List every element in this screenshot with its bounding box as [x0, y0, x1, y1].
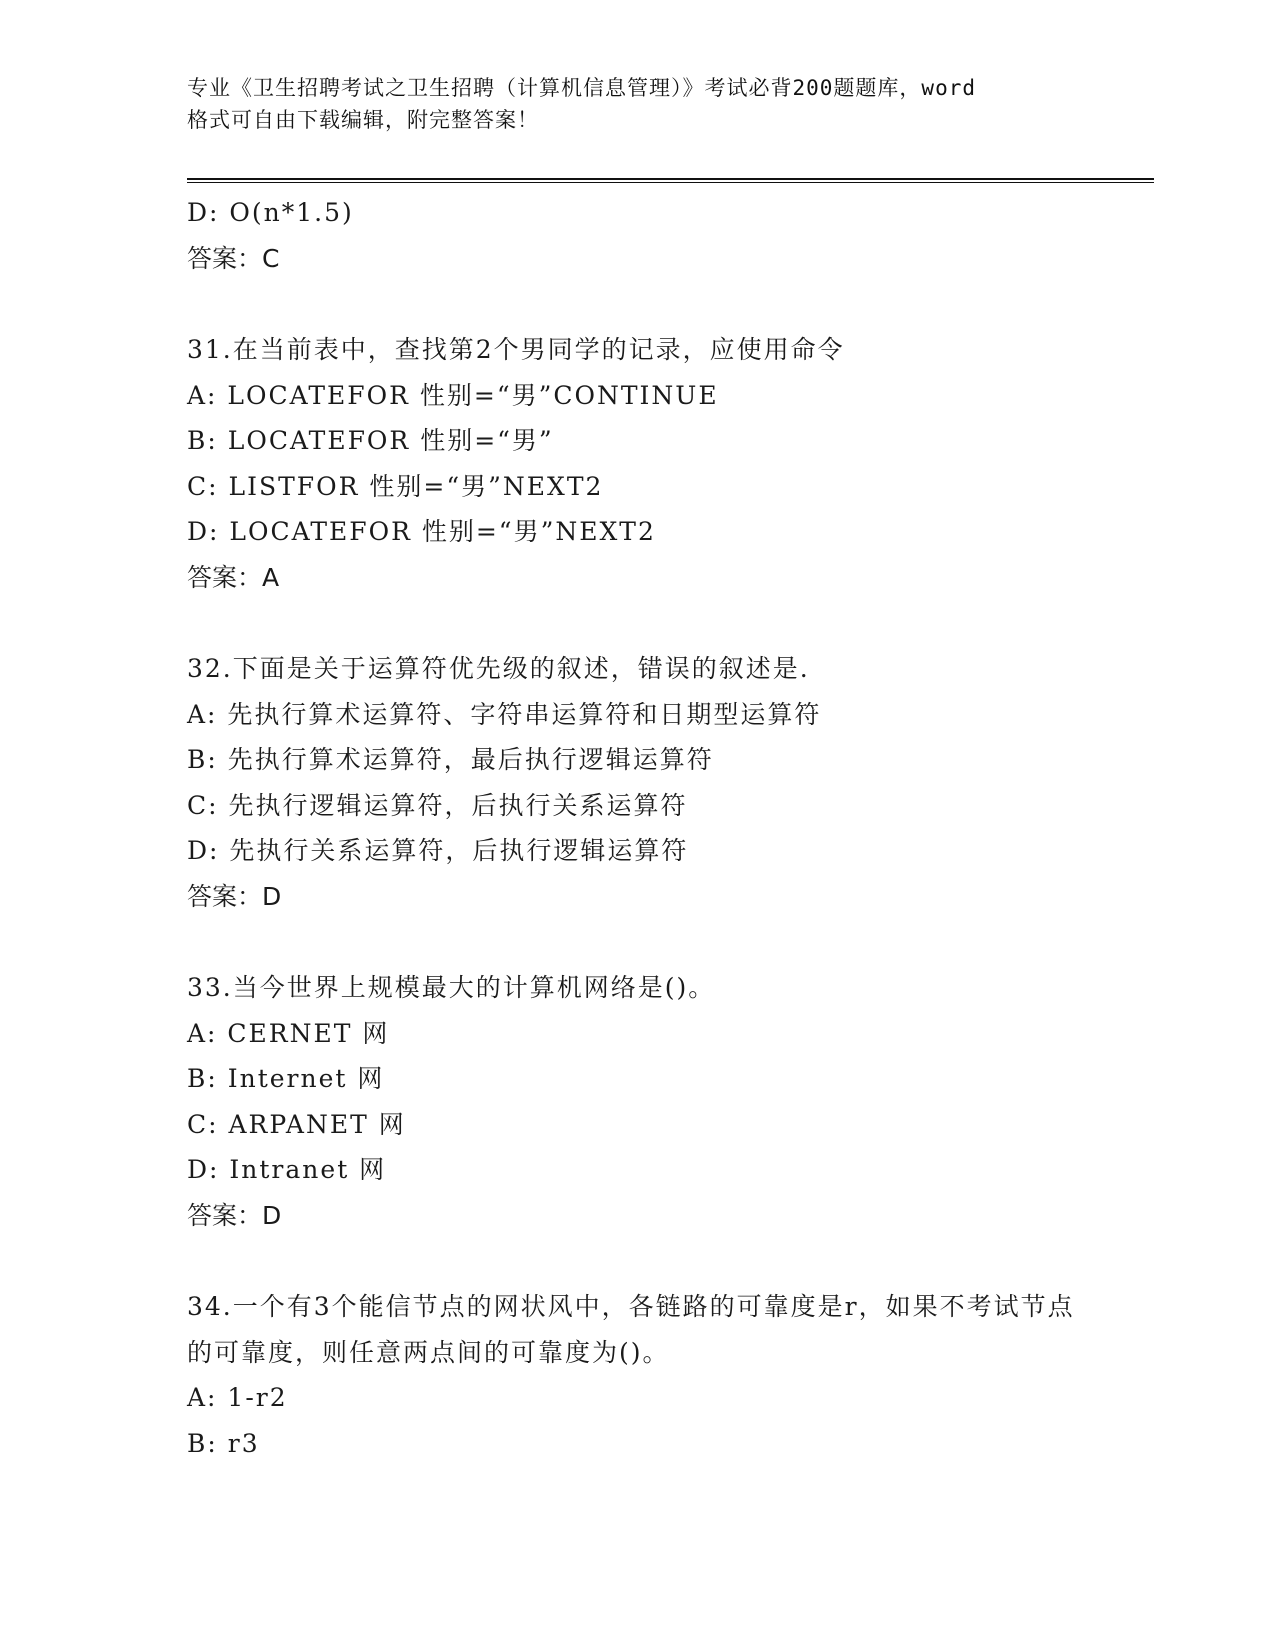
option-a: A: LOCATEFOR 性别=“男”CONTINUE: [187, 380, 719, 410]
question-stem: 31.在当前表中，查找第2个男同学的记录，应使用命令: [187, 335, 845, 364]
answer-line: 答案：D: [187, 881, 282, 911]
question-stem: 32.下面是关于运算符优先级的叙述，错误的叙述是.: [187, 654, 810, 683]
previous-question-tail: [187, 190, 1147, 281]
question-31: [187, 327, 1147, 600]
option-c: C: 先执行逻辑运算符，后执行关系运算符: [187, 790, 688, 820]
option-a: A: CERNET 网: [187, 1018, 390, 1048]
option-b: B: 先执行算术运算符，最后执行逻辑运算符: [187, 745, 714, 774]
header-line-2: 格式可自由下载编辑，附完整答案！: [187, 108, 539, 132]
question-33: [187, 965, 1147, 1238]
option-d: D: LOCATEFOR 性别=“男”NEXT2: [187, 517, 656, 546]
header-line-1: 专业《卫生招聘考试之卫生招聘（计算机信息管理）》考试必背200题题库，word: [187, 76, 976, 100]
option-c: C: LISTFOR 性别=“男”NEXT2: [187, 471, 604, 501]
option-c: C: ARPANET 网: [187, 1109, 406, 1139]
document-header: [187, 72, 1087, 136]
option-d: D: Intranet 网: [187, 1155, 387, 1184]
option-d: D: 先执行关系运算符，后执行逻辑运算符: [187, 836, 689, 865]
question-34: [187, 1284, 1147, 1466]
question-list: [187, 190, 1147, 1466]
option-b: B: Internet 网: [187, 1064, 385, 1093]
spacer: [187, 281, 1147, 327]
answer-line: 答案：D: [187, 1200, 282, 1230]
option-b: B: r3: [187, 1428, 260, 1458]
question-stem: 34.一个有3个能信节点的网状风中，各链路的可靠度是r，如果不考试节点的可靠度，则任意两点间的可靠度为()。: [187, 1292, 1075, 1367]
question-32: [187, 646, 1147, 919]
answer-line: 答案：C: [187, 243, 280, 273]
spacer: [187, 919, 1147, 965]
option-a: A: 1-r2: [187, 1383, 288, 1412]
spacer: [187, 600, 1147, 646]
option-b: B: LOCATEFOR 性别=“男”: [187, 426, 554, 455]
header-divider: [187, 178, 1154, 183]
answer-line: 答案：A: [187, 562, 280, 592]
spacer: [187, 1238, 1147, 1284]
option-d: D: O(n*1.5): [187, 198, 354, 227]
option-a: A: 先执行算术运算符、字符串运算符和日期型运算符: [187, 699, 822, 729]
question-stem: 33.当今世界上规模最大的计算机网络是()。: [187, 973, 716, 1002]
